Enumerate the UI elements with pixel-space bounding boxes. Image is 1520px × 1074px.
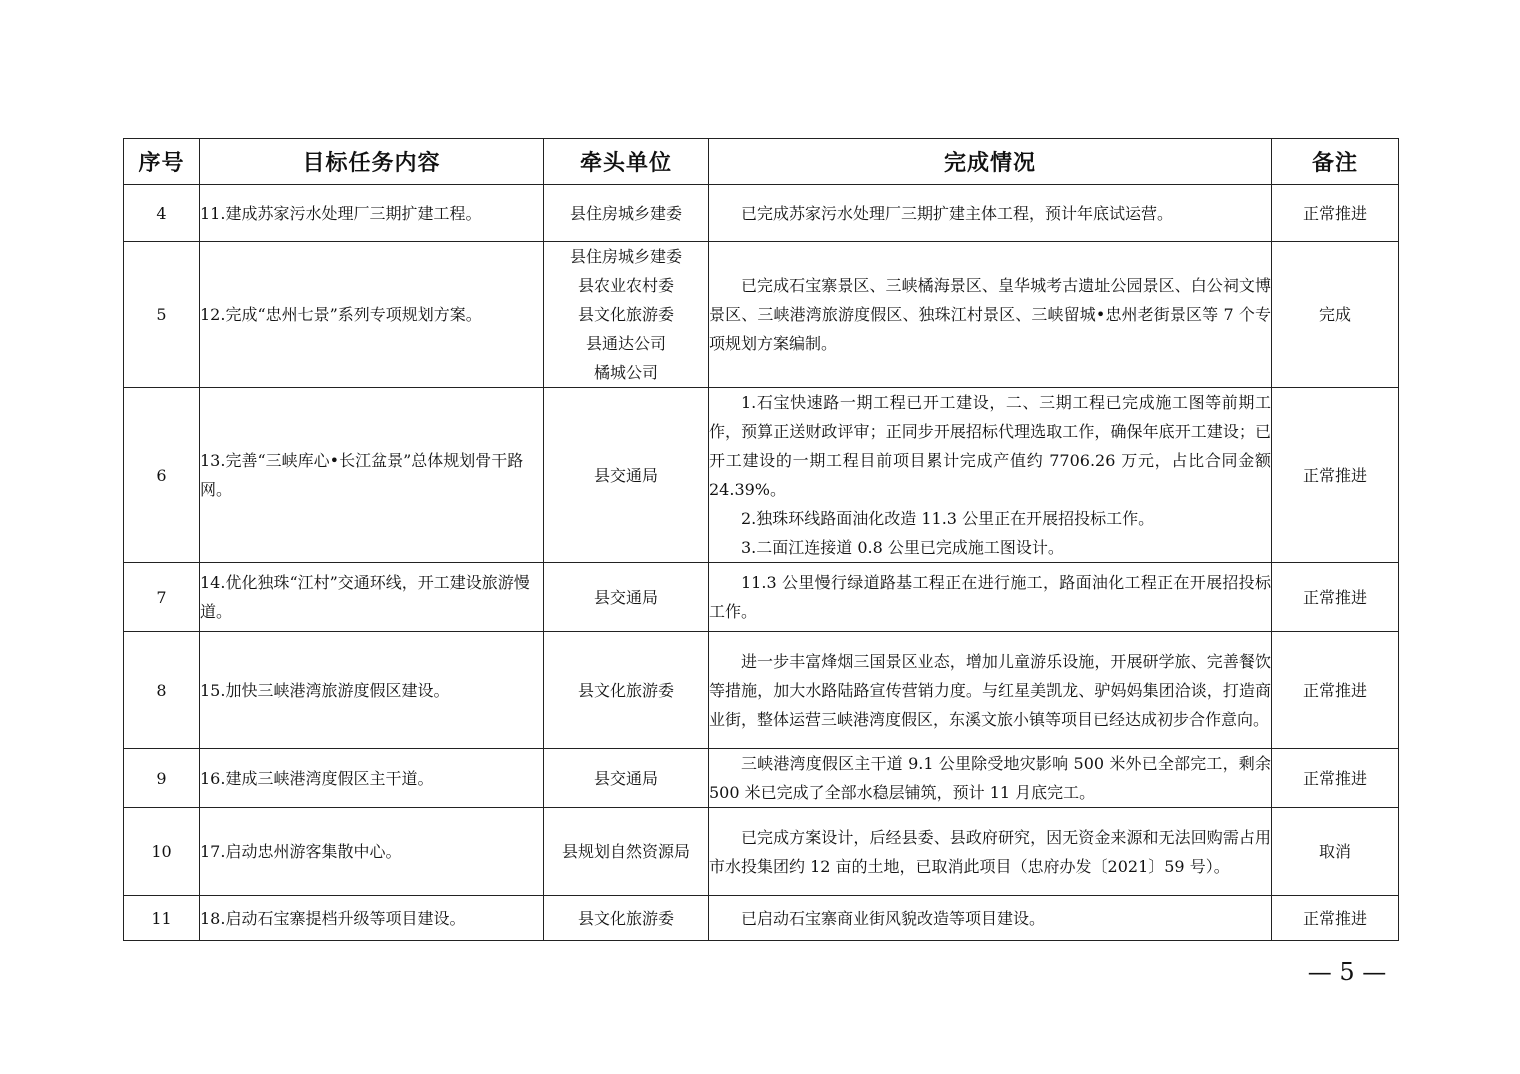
row-note: 正常推进	[1272, 388, 1399, 563]
row-status	[709, 563, 1272, 632]
row-lead-unit	[544, 242, 709, 388]
lead-unit: 县交通局	[593, 465, 658, 485]
row-task: 12.完成“忠州七景”系列专项规划方案。	[200, 242, 544, 388]
status-paragraph: 已完成苏家污水处理厂三期扩建主体工程，预计年底试运营。	[741, 203, 1174, 223]
row-task: 13.完善“三峡库心•长江盆景”总体规划骨干路网。	[200, 388, 544, 563]
row-task: 16.建成三峡港湾度假区主干道。	[200, 749, 544, 808]
status-paragraph: 已启动石宝寨商业街风貌改造等项目建设。	[741, 908, 1046, 928]
status-paragraph: 已完成方案设计，后经县委、县政府研究，因无资金来源和无法回购需占用市水投集团约 12 亩的土地，已取消此项目（忠府办发〔2021〕59 号）。	[709, 827, 1271, 876]
row-index: 8	[124, 632, 200, 749]
row-index: 5	[124, 242, 200, 388]
page-number: — 5 —	[1307, 958, 1387, 986]
row-index: 11	[124, 896, 200, 941]
lead-unit: 县交通局	[593, 768, 658, 788]
row-status	[709, 185, 1272, 242]
lead-unit: 县文化旅游委	[577, 305, 674, 324]
status-paragraph: 进一步丰富烽烟三国景区业态，增加儿童游乐设施，开展研学旅、完善餐饮等措施，加大水路陆路宣传营销力度。与红星美凯龙、驴妈妈集团洽谈，打造商业街，整体运营三峡港湾度假区，东溪文旅小镇等项目已经达成初步合作意向。	[709, 651, 1271, 729]
lead-unit: 县农业农村委	[577, 276, 674, 295]
row-task: 15.加快三峡港湾旅游度假区建设。	[200, 632, 544, 749]
table-row	[124, 632, 1399, 749]
row-index: 9	[124, 749, 200, 808]
status-paragraph: 已完成石宝寨景区、三峡橘海景区、皇华城考古遗址公园景区、白公祠文博景区、三峡港湾旅游度假区、独珠江村景区、三峡留城•忠州老街景区等 7 个专项规划方案编制。	[709, 276, 1271, 353]
table-header-row	[124, 139, 1399, 185]
row-lead-unit	[544, 749, 709, 808]
table-row	[124, 808, 1399, 896]
row-lead-unit	[544, 185, 709, 242]
row-task: 14.优化独珠“江村”交通环线，开工建设旅游慢道。	[200, 563, 544, 632]
lead-unit: 县文化旅游委	[577, 908, 674, 928]
table-row	[124, 242, 1399, 388]
table-row	[124, 388, 1399, 563]
row-lead-unit	[544, 896, 709, 941]
table-row	[124, 563, 1399, 632]
row-index: 4	[124, 185, 200, 242]
row-note: 正常推进	[1272, 563, 1399, 632]
row-index: 7	[124, 563, 200, 632]
row-task: 18.启动石宝寨提档升级等项目建设。	[200, 896, 544, 941]
lead-unit: 县文化旅游委	[577, 680, 674, 700]
status-paragraph: 11.3 公里慢行绿道路基工程正在进行施工，路面油化工程正在开展招投标工作。	[709, 573, 1271, 621]
row-status	[709, 242, 1272, 388]
row-status	[709, 632, 1272, 749]
header-status: 完成情况	[709, 139, 1272, 185]
row-note: 正常推进	[1272, 632, 1399, 749]
row-note: 正常推进	[1272, 185, 1399, 242]
header-note: 备注	[1272, 139, 1399, 185]
row-status	[709, 749, 1272, 808]
table-row	[124, 896, 1399, 941]
row-lead-unit	[544, 563, 709, 632]
row-note: 取消	[1272, 808, 1399, 896]
header-task: 目标任务内容	[200, 139, 544, 185]
header-lead-unit: 牵头单位	[544, 139, 709, 185]
status-paragraph: 2.独珠环线路面油化改造 11.3 公里正在开展招投标工作。	[741, 509, 1155, 528]
lead-unit: 橘城公司	[593, 363, 658, 382]
row-status	[709, 896, 1272, 941]
lead-unit: 县交通局	[593, 587, 658, 607]
row-lead-unit	[544, 632, 709, 749]
row-status	[709, 388, 1272, 563]
status-paragraph: 三峡港湾度假区主干道 9.1 公里除受地灾影响 500 米外已全部完工，剩余 500 米已完成了全部水稳层铺筑，预计 11 月底完工。	[709, 754, 1271, 802]
row-lead-unit	[544, 388, 709, 563]
row-note: 完成	[1272, 242, 1399, 388]
lead-unit: 县住房城乡建委	[569, 247, 682, 266]
status-paragraph: 3.二面江连接道 0.8 公里已完成施工图设计。	[741, 538, 1064, 557]
row-note: 正常推进	[1272, 749, 1399, 808]
table-row	[124, 749, 1399, 808]
row-note: 正常推进	[1272, 896, 1399, 941]
table-row	[124, 185, 1399, 242]
row-lead-unit	[544, 808, 709, 896]
row-status	[709, 808, 1272, 896]
row-task: 11.建成苏家污水处理厂三期扩建工程。	[200, 185, 544, 242]
lead-unit: 县通达公司	[585, 334, 666, 353]
row-index: 6	[124, 388, 200, 563]
lead-unit: 县住房城乡建委	[569, 203, 682, 223]
header-index: 序号	[124, 139, 200, 185]
row-index: 10	[124, 808, 200, 896]
status-paragraph: 1.石宝快速路一期工程已开工建设，二、三期工程已完成施工图等前期工作，预算正送财政评审；正同步开展招标代理选取工作，确保年底开工建设；已开工建设的一期工程目前项目累计完成产值约 7706.26 万元，占比合同金额 24.39%。	[709, 393, 1271, 499]
lead-unit: 县规划自然资源局	[561, 842, 690, 861]
task-table	[123, 138, 1399, 941]
row-task: 17.启动忠州游客集散中心。	[200, 808, 544, 896]
